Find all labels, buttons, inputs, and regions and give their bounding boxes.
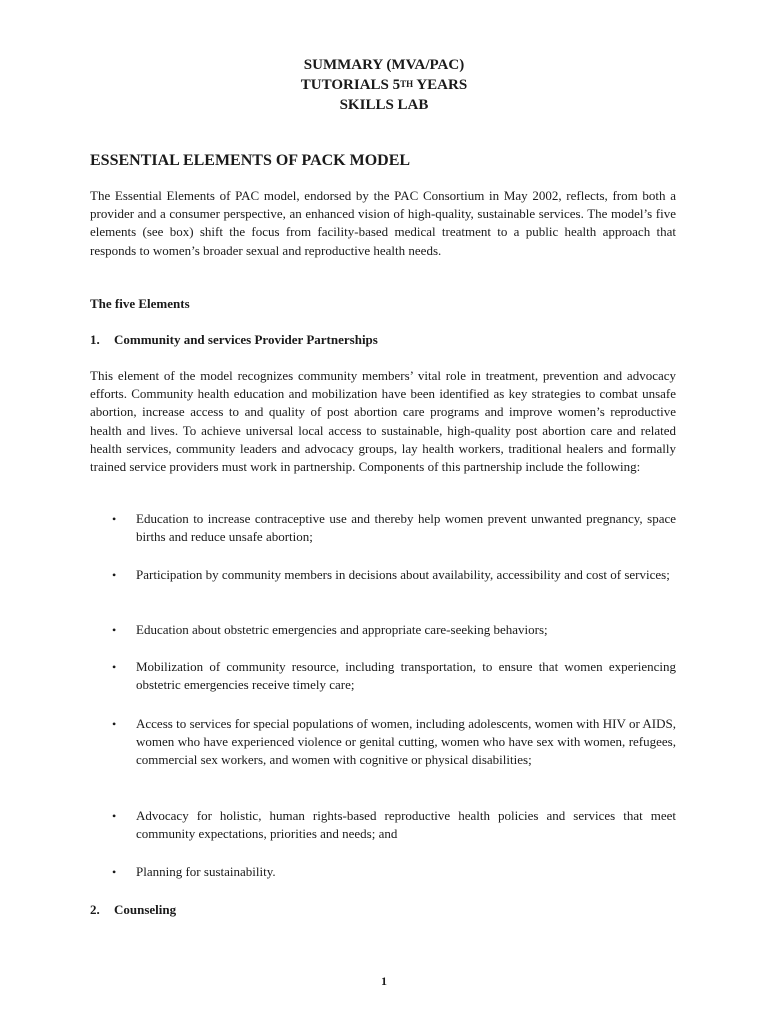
list-item-text: Planning for sustainability. — [136, 864, 276, 879]
page-number: 1 — [381, 974, 387, 988]
section-2-title: Counseling — [114, 902, 177, 917]
bullet-icon: • — [112, 512, 117, 526]
five-elements-heading: The five Elements — [90, 296, 190, 311]
list-item-text: Education to increase contraceptive use and thereby help women prevent unwanted pregnancy, space births and reduce unsafe abortion; — [136, 511, 676, 545]
bullet-icon: • — [112, 568, 117, 582]
section-1-heading — [90, 332, 378, 348]
bullet-icon: • — [112, 809, 117, 823]
title-tutorials-superscript: TH — [400, 79, 414, 89]
section-2-number: 2. — [90, 902, 100, 917]
list-item — [90, 863, 676, 881]
title-tutorials-prefix: TUTORIALS 5 — [300, 77, 401, 93]
title-tutorials-suffix: YEARS — [413, 77, 468, 93]
section-2-heading — [90, 902, 176, 918]
list-item — [90, 658, 676, 694]
list-item — [90, 510, 676, 546]
title-line-summary: SUMMARY (MVA/PAC) — [303, 57, 465, 73]
list-item-text: Education about obstetric emergencies and appropriate care-seeking behaviors; — [136, 622, 548, 637]
list-item-text: Advocacy for holistic, human rights-based reproductive health policies and services that meet community expectations, priorities and needs; and — [136, 808, 676, 842]
main-heading: ESSENTIAL ELEMENTS OF PACK MODEL — [90, 152, 411, 169]
list-item-text: Access to services for special populations of women, including adolescents, women with HIV or AIDS, women who have experienced violence or genital cutting, women who have sex with women, refugees, commercial sex workers, and women with cognitive or physical disabilities; — [136, 716, 676, 768]
list-item — [90, 566, 676, 584]
list-item — [90, 715, 676, 770]
title-line-tutorials — [0, 75, 768, 95]
list-item — [90, 807, 676, 843]
list-item-text: Mobilization of community resource, including transportation, to ensure that women experiencing obstetric emergencies receive timely care; — [136, 659, 676, 693]
bullet-icon: • — [112, 717, 117, 731]
list-item — [90, 621, 676, 639]
bullet-icon: • — [112, 660, 117, 674]
list-item-text: Participation by community members in decisions about availability, accessibility and cost of services; — [136, 567, 670, 582]
section-1-number: 1. — [90, 332, 100, 347]
bullet-icon: • — [112, 865, 117, 879]
section-1-paragraph: This element of the model recognizes community members’ vital role in treatment, prevention and advocacy efforts. Community health education and mobilization have been identified as key strategies to combat unsafe abortion, increase access to and quality of post abortion care programs and improve women’s reproductive health and lives. To achieve universal local access to sustainable, high-quality post abortion care and related health services, community leaders and advocacy groups, lay health workers, traditional healers and formally trained service providers must work in partnership. Components of this partnership include the following: — [90, 368, 676, 475]
section-1-title: Community and services Provider Partnerships — [114, 332, 378, 347]
title-line-skills-lab: SKILLS LAB — [339, 97, 429, 113]
document-title-block — [0, 55, 768, 115]
intro-paragraph: The Essential Elements of PAC model, endorsed by the PAC Consortium in May 2002, reflects, from both a provider and a consumer perspective, an enhanced vision of high-quality, sustainable services. The model’s five elements (see box) shift the focus from facility-based medical treatment to a public health approach that responds to women’s broader sexual and reproductive health needs. — [90, 188, 676, 258]
bullet-icon: • — [112, 623, 117, 637]
